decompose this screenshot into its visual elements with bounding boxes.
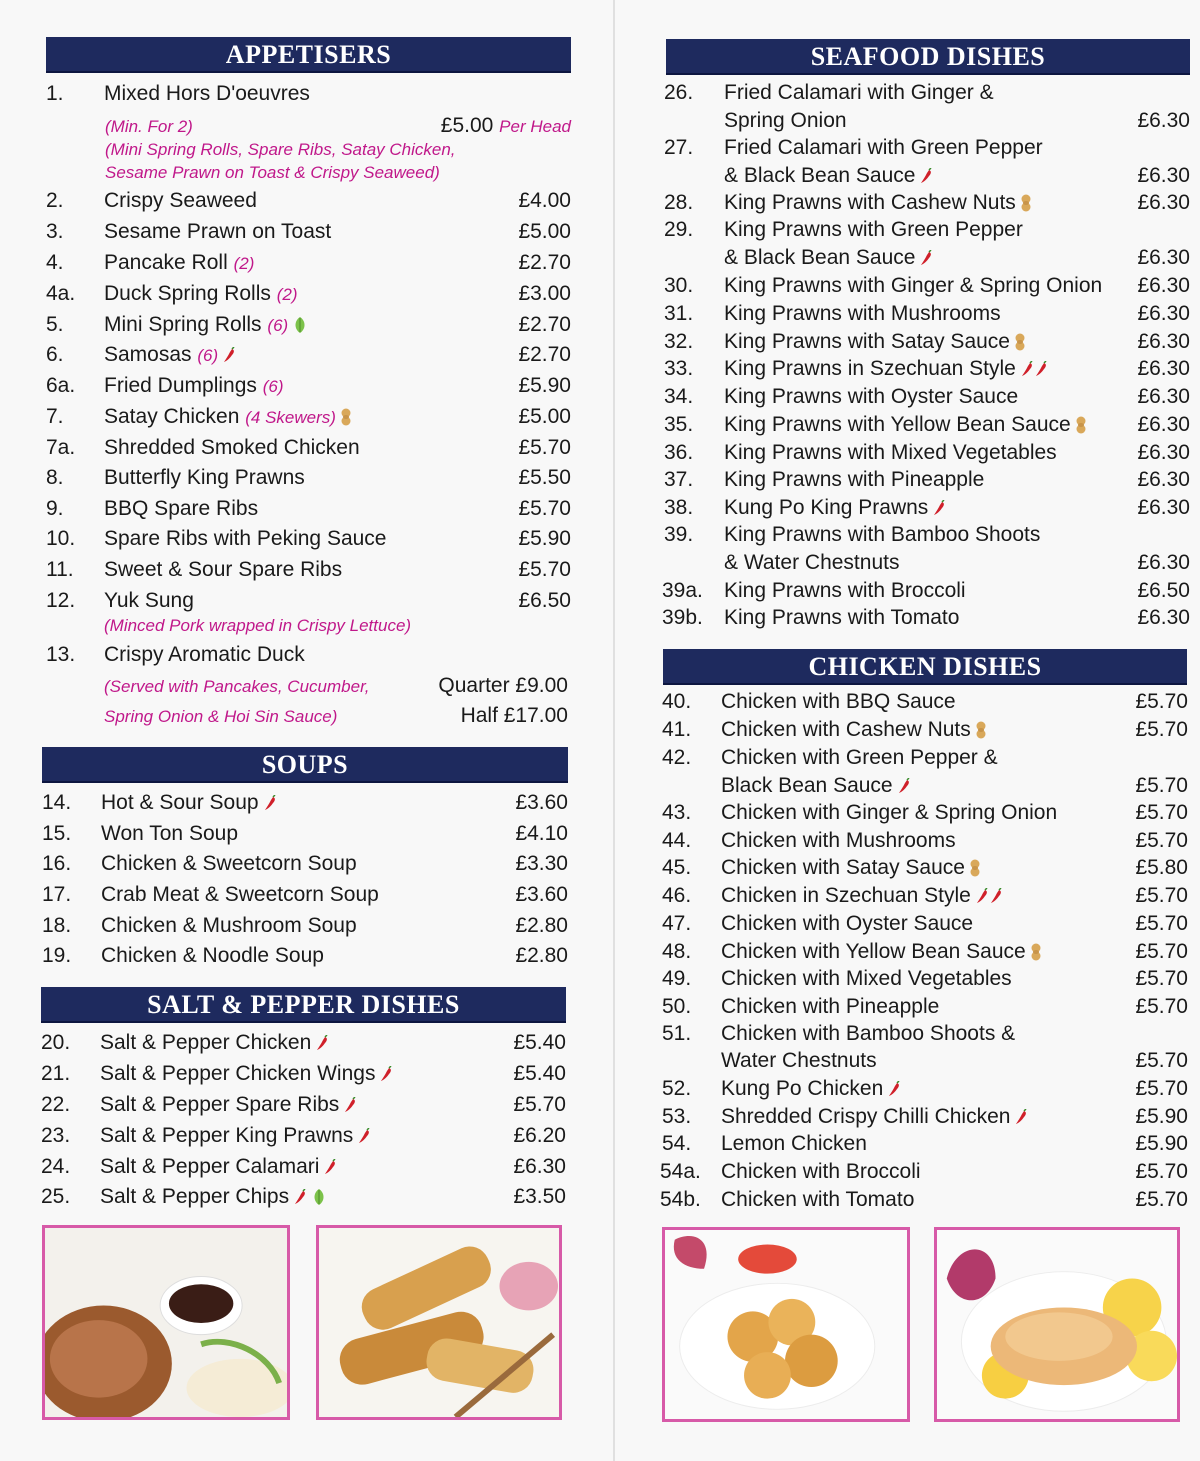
item-number: 45.	[662, 856, 692, 879]
chili-icon	[1014, 1109, 1028, 1125]
chili-icon	[263, 795, 277, 811]
item-number: 41.	[662, 718, 692, 741]
chili-icon	[919, 168, 933, 184]
item-name-text: Chicken in Szechuan Style	[721, 884, 971, 907]
item-price: £2.70	[518, 313, 571, 336]
item-number: 42.	[662, 746, 692, 769]
item-name: Chicken with Oyster Sauce	[721, 912, 974, 935]
item-number: 9.	[46, 497, 64, 520]
chili-icon	[315, 1035, 329, 1051]
item-number: 47.	[662, 912, 692, 935]
item-name-text: Black Bean Sauce	[721, 774, 893, 797]
section-header-soups: SOUPS	[42, 747, 568, 783]
item-name: Shredded Smoked Chicken	[104, 436, 360, 459]
photo-crispy-duck	[42, 1225, 290, 1420]
item-number: 54a.	[660, 1160, 701, 1183]
item-price: £5.70	[1135, 801, 1188, 824]
item-name	[100, 1155, 337, 1179]
item-name-text: Chicken with Cashew Nuts	[721, 718, 971, 741]
item-description: (Served with Pancakes, Cucumber,	[104, 677, 370, 696]
item-name: Chicken with Mixed Vegetables	[721, 967, 1012, 990]
item-number: 54b.	[660, 1188, 701, 1211]
item-price: £6.30	[1137, 164, 1190, 187]
item-name	[724, 191, 1032, 215]
item-number: 28.	[664, 191, 694, 214]
item-name: King Prawns with Ginger & Spring Onion	[724, 274, 1103, 297]
item-name: Lemon Chicken	[721, 1132, 867, 1155]
item-name-text: Salt & Pepper Chicken Wings	[100, 1062, 376, 1085]
item-name: Chicken with Broccoli	[721, 1160, 921, 1183]
item-price: £5.70	[1135, 1077, 1188, 1100]
item-price: £6.30	[1137, 191, 1190, 214]
item-price: £2.70	[518, 343, 571, 366]
item-name: Chicken & Noodle Soup	[101, 944, 324, 967]
item-price: £5.70	[1135, 940, 1188, 963]
chili-icon	[989, 888, 1003, 904]
section-header-seafood: SEAFOOD DISHES	[666, 39, 1190, 75]
item-price: £5.70	[518, 558, 571, 581]
item-number: 50.	[662, 995, 692, 1018]
item-number: 49.	[662, 967, 692, 990]
chili-icon	[1020, 361, 1034, 377]
item-number: 3.	[46, 220, 64, 243]
item-price: £6.50	[1137, 579, 1190, 602]
item-number: 33.	[664, 357, 694, 380]
item-qty: (6)	[197, 346, 219, 365]
item-price: £6.30	[1137, 302, 1190, 325]
item-name: Butterfly King Prawns	[104, 466, 305, 489]
item-price: £5.70	[1135, 967, 1188, 990]
item-price: £2.70	[518, 251, 571, 274]
item-number: 53.	[662, 1105, 692, 1128]
item-number: 46.	[662, 884, 692, 907]
chili-icon	[897, 778, 911, 794]
item-name-text: Fried Dumplings	[104, 374, 257, 397]
item-number: 4.	[46, 251, 64, 274]
item-name-text: Chicken with Satay Sauce	[721, 856, 965, 879]
item-name-line2	[721, 774, 911, 798]
item-qty: (6)	[262, 377, 284, 396]
item-price: £6.30	[1137, 357, 1190, 380]
item-name: King Prawns with Bamboo Shoots	[724, 523, 1041, 546]
item-price: £5.00	[518, 405, 571, 428]
chili-icon	[323, 1159, 337, 1175]
item-price: £2.80	[515, 944, 568, 967]
item-name	[104, 251, 254, 276]
item-description: Spring Onion & Hoi Sin Sauce)	[104, 707, 338, 726]
item-name-text: Salt & Pepper Calamari	[100, 1155, 320, 1178]
item-name	[100, 1093, 357, 1117]
item-name-text: King Prawns in Szechuan Style	[724, 357, 1016, 380]
item-price: £6.30	[1137, 496, 1190, 519]
item-name-text: King Prawns with Cashew Nuts	[724, 191, 1016, 214]
item-price: £6.30	[1137, 330, 1190, 353]
item-name: Crab Meat & Sweetcorn Soup	[101, 883, 379, 906]
item-name	[104, 313, 308, 338]
price-value: £5.00	[440, 114, 494, 137]
item-number: 52.	[662, 1077, 692, 1100]
item-price: £2.80	[515, 914, 568, 937]
item-description: (Mini Spring Rolls, Spare Ribs, Satay Chicken,	[105, 140, 456, 159]
item-price: £6.30	[1137, 413, 1190, 436]
item-name-text: Hot & Sour Soup	[101, 791, 259, 814]
item-name: King Prawns with Broccoli	[724, 579, 966, 602]
chili-icon	[343, 1097, 357, 1113]
item-price: £6.30	[1137, 385, 1190, 408]
item-name: Chicken with BBQ Sauce	[721, 690, 956, 713]
item-name: Sesame Prawn on Toast	[104, 220, 332, 243]
item-price: £5.90	[518, 527, 571, 550]
item-number: 38.	[664, 496, 694, 519]
item-price: £5.90	[1135, 1105, 1188, 1128]
item-name-text: Mini Spring Rolls	[104, 313, 262, 336]
item-number: 25.	[41, 1185, 71, 1208]
item-price: £5.70	[1135, 690, 1188, 713]
item-number: 17.	[42, 883, 72, 906]
item-number: 48.	[662, 940, 692, 963]
chili-icon	[932, 500, 946, 516]
item-number: 5.	[46, 313, 64, 336]
item-number: 7.	[46, 405, 64, 428]
item-number: 7a.	[46, 436, 76, 459]
item-price: £6.30	[513, 1155, 566, 1178]
item-name	[721, 1105, 1028, 1129]
item-name: Chicken with Ginger & Spring Onion	[721, 801, 1058, 824]
item-number: 2.	[46, 189, 64, 212]
peanut-icon	[1014, 333, 1026, 351]
item-name	[724, 357, 1048, 381]
item-name: King Prawns with Tomato	[724, 606, 960, 629]
item-number: 40.	[662, 690, 692, 713]
item-number: 37.	[664, 468, 694, 491]
item-qty: (2)	[233, 254, 255, 273]
item-name: King Prawns with Mushrooms	[724, 302, 1001, 325]
item-name	[724, 496, 946, 520]
peanut-icon	[1020, 194, 1032, 212]
item-number: 39a.	[662, 579, 703, 602]
price-unit: Per Head	[499, 117, 571, 136]
item-name: Chicken with Mushrooms	[721, 829, 956, 852]
item-name-text: King Prawns with Satay Sauce	[724, 330, 1010, 353]
item-name: Chicken with Pineapple	[721, 995, 940, 1018]
chili-icon	[1034, 361, 1048, 377]
item-price: £3.60	[515, 791, 568, 814]
item-price: Half £17.00	[460, 704, 568, 727]
item-price: £5.70	[518, 497, 571, 520]
peanut-icon	[340, 408, 352, 426]
item-name	[721, 1077, 901, 1101]
item-price: £6.30	[1137, 274, 1190, 297]
item-price: £5.70	[1135, 884, 1188, 907]
item-name	[100, 1031, 329, 1055]
item-name-text: Salt & Pepper Spare Ribs	[100, 1093, 340, 1116]
item-name: Chicken with Tomato	[721, 1188, 915, 1211]
item-name: King Prawns with Oyster Sauce	[724, 385, 1019, 408]
item-number: 22.	[41, 1093, 71, 1116]
item-number: 23.	[41, 1124, 71, 1147]
item-number: 29.	[664, 218, 694, 241]
item-price: £5.50	[518, 466, 571, 489]
item-price: £3.50	[513, 1185, 566, 1208]
item-name: Mixed Hors D'oeuvres	[104, 82, 310, 105]
chili-icon	[293, 1189, 307, 1205]
item-name-line2: & Water Chestnuts	[724, 551, 900, 574]
item-name: Chicken with Bamboo Shoots &	[721, 1022, 1016, 1045]
item-qty: (6)	[267, 316, 289, 335]
item-name: Fried Calamari with Ginger &	[724, 81, 994, 104]
item-name-text: & Black Bean Sauce	[724, 164, 916, 187]
item-number: 54.	[662, 1132, 692, 1155]
item-name-text: Salt & Pepper Chicken	[100, 1031, 312, 1054]
chili-icon	[222, 347, 236, 363]
chili-icon	[379, 1066, 393, 1082]
item-number: 32.	[664, 330, 694, 353]
photo-lemon-chicken	[934, 1227, 1180, 1422]
item-price: £5.80	[1135, 856, 1188, 879]
item-name: King Prawns with Pineapple	[724, 468, 985, 491]
item-number: 6.	[46, 343, 64, 366]
item-name: Yuk Sung	[104, 589, 194, 612]
photo-spring-rolls	[316, 1225, 562, 1420]
item-price: £5.70	[518, 436, 571, 459]
item-price: £6.30	[1137, 551, 1190, 574]
page-fold	[613, 0, 615, 1461]
item-number: 13.	[46, 643, 76, 666]
chili-icon	[887, 1081, 901, 1097]
item-price: £5.40	[513, 1031, 566, 1054]
item-name-line2: Spring Onion	[724, 109, 847, 132]
item-name-line2	[724, 246, 933, 270]
item-name-text: Kung Po Chicken	[721, 1077, 884, 1100]
item-name: Chicken & Sweetcorn Soup	[101, 852, 357, 875]
item-number: 15.	[42, 822, 72, 845]
section-header-salt-pepper: SALT & PEPPER DISHES	[41, 987, 566, 1023]
item-price: £5.70	[1135, 1188, 1188, 1211]
item-number: 1.	[46, 82, 64, 105]
item-name-text: Kung Po King Prawns	[724, 496, 929, 519]
item-number: 12.	[46, 589, 76, 612]
item-qty: (4 Skewers)	[245, 408, 336, 427]
item-price: £6.30	[1137, 109, 1190, 132]
item-name-text: Pancake Roll	[104, 251, 228, 274]
item-name-text: Salt & Pepper King Prawns	[100, 1124, 354, 1147]
item-number: 35.	[664, 413, 694, 436]
item-price: £6.20	[513, 1124, 566, 1147]
item-number: 36.	[664, 441, 694, 464]
item-number: 8.	[46, 466, 64, 489]
item-price: £3.30	[515, 852, 568, 875]
item-price: £5.90	[518, 374, 571, 397]
item-price: £4.10	[515, 822, 568, 845]
item-number: 44.	[662, 829, 692, 852]
item-name: Crispy Seaweed	[104, 189, 257, 212]
peanut-icon	[975, 721, 987, 739]
item-name	[721, 856, 981, 880]
item-price: £5.40	[513, 1062, 566, 1085]
item-qty: (2)	[276, 285, 298, 304]
item-name	[104, 343, 236, 368]
item-name: Spare Ribs with Peking Sauce	[104, 527, 387, 550]
item-name	[100, 1185, 327, 1209]
item-price: £4.00	[518, 189, 571, 212]
item-price: £5.90	[1135, 1132, 1188, 1155]
item-name	[104, 374, 284, 399]
item-price: £5.70	[1135, 1049, 1188, 1072]
item-name	[104, 282, 298, 307]
item-name	[721, 718, 987, 742]
item-name-text: Salt & Pepper Chips	[100, 1185, 290, 1208]
chili-icon	[357, 1128, 371, 1144]
item-number: 21.	[41, 1062, 71, 1085]
item-number: 34.	[664, 385, 694, 408]
item-number: 30.	[664, 274, 694, 297]
item-price: £6.30	[1137, 468, 1190, 491]
item-name	[724, 413, 1087, 437]
section-header-chicken: CHICKEN DISHES	[663, 649, 1187, 685]
item-name-text: Chicken with Yellow Bean Sauce	[721, 940, 1026, 963]
chili-icon	[919, 250, 933, 266]
item-number: 24.	[41, 1155, 71, 1178]
item-price: £5.70	[1135, 774, 1188, 797]
chili-icon	[975, 888, 989, 904]
item-name-text: Satay Chicken	[104, 405, 240, 428]
item-number: 10.	[46, 527, 76, 550]
item-name: King Prawns with Green Pepper	[724, 218, 1023, 241]
item-price: £5.70	[1135, 829, 1188, 852]
item-price: £3.00	[518, 282, 571, 305]
item-number: 39b.	[662, 606, 703, 629]
item-name	[721, 884, 1003, 908]
item-number: 14.	[42, 791, 72, 814]
photo-sweet-sour-chicken	[662, 1227, 910, 1422]
item-name-line2	[724, 164, 933, 188]
item-price: £6.30	[1137, 441, 1190, 464]
item-note: (Min. For 2)	[105, 117, 193, 136]
item-number: 16.	[42, 852, 72, 875]
item-number: 4a.	[46, 282, 76, 305]
item-price: £5.70	[1135, 995, 1188, 1018]
item-name: Sweet & Sour Spare Ribs	[104, 558, 343, 581]
item-price: £6.30	[1137, 606, 1190, 629]
item-number: 43.	[662, 801, 692, 824]
item-number: 6a.	[46, 374, 76, 397]
item-number: 51.	[662, 1022, 692, 1045]
item-number: 27.	[664, 136, 694, 159]
item-name-text: King Prawns with Yellow Bean Sauce	[724, 413, 1071, 436]
item-price: Quarter £9.00	[438, 674, 568, 697]
item-price: £5.00	[518, 220, 571, 243]
item-price: £5.70	[1135, 718, 1188, 741]
item-name: Won Ton Soup	[101, 822, 238, 845]
peanut-icon	[969, 859, 981, 877]
item-name	[724, 330, 1026, 354]
item-name: Chicken & Mushroom Soup	[101, 914, 357, 937]
item-price: £5.70	[1135, 1160, 1188, 1183]
item-name	[101, 791, 277, 815]
item-price	[400, 114, 571, 139]
item-name-text: & Black Bean Sauce	[724, 246, 916, 269]
item-description: Sesame Prawn on Toast & Crispy Seaweed)	[105, 163, 440, 182]
item-name: Crispy Aromatic Duck	[104, 643, 305, 666]
peanut-icon	[1075, 416, 1087, 434]
vegetarian-leaf-icon	[292, 316, 308, 334]
item-name	[100, 1124, 371, 1148]
item-name-line2: Water Chestnuts	[721, 1049, 877, 1072]
item-price: £6.50	[518, 589, 571, 612]
item-number: 20.	[41, 1031, 71, 1054]
item-name: King Prawns with Mixed Vegetables	[724, 441, 1057, 464]
section-header-appetisers: APPETISERS	[46, 37, 571, 73]
item-name-text: Samosas	[104, 343, 192, 366]
item-name	[104, 405, 352, 430]
item-number: 19.	[42, 944, 72, 967]
item-name: Fried Calamari with Green Pepper	[724, 136, 1043, 159]
item-number: 11.	[46, 558, 74, 581]
item-name-text: Shredded Crispy Chilli Chicken	[721, 1105, 1011, 1128]
item-price: £6.30	[1137, 246, 1190, 269]
item-name	[100, 1062, 393, 1086]
item-number: 26.	[664, 81, 694, 104]
vegetarian-leaf-icon	[311, 1188, 327, 1206]
item-name: BBQ Spare Ribs	[104, 497, 259, 520]
item-number: 31.	[664, 302, 694, 325]
item-number: 39.	[664, 523, 694, 546]
peanut-icon	[1030, 943, 1042, 961]
item-price: £5.70	[513, 1093, 566, 1116]
item-name: Chicken with Green Pepper &	[721, 746, 998, 769]
item-number: 18.	[42, 914, 72, 937]
item-price: £3.60	[515, 883, 568, 906]
item-description: (Minced Pork wrapped in Crispy Lettuce)	[104, 616, 412, 635]
item-name-text: Duck Spring Rolls	[104, 282, 271, 305]
item-name	[721, 940, 1042, 964]
item-price: £5.70	[1135, 912, 1188, 935]
